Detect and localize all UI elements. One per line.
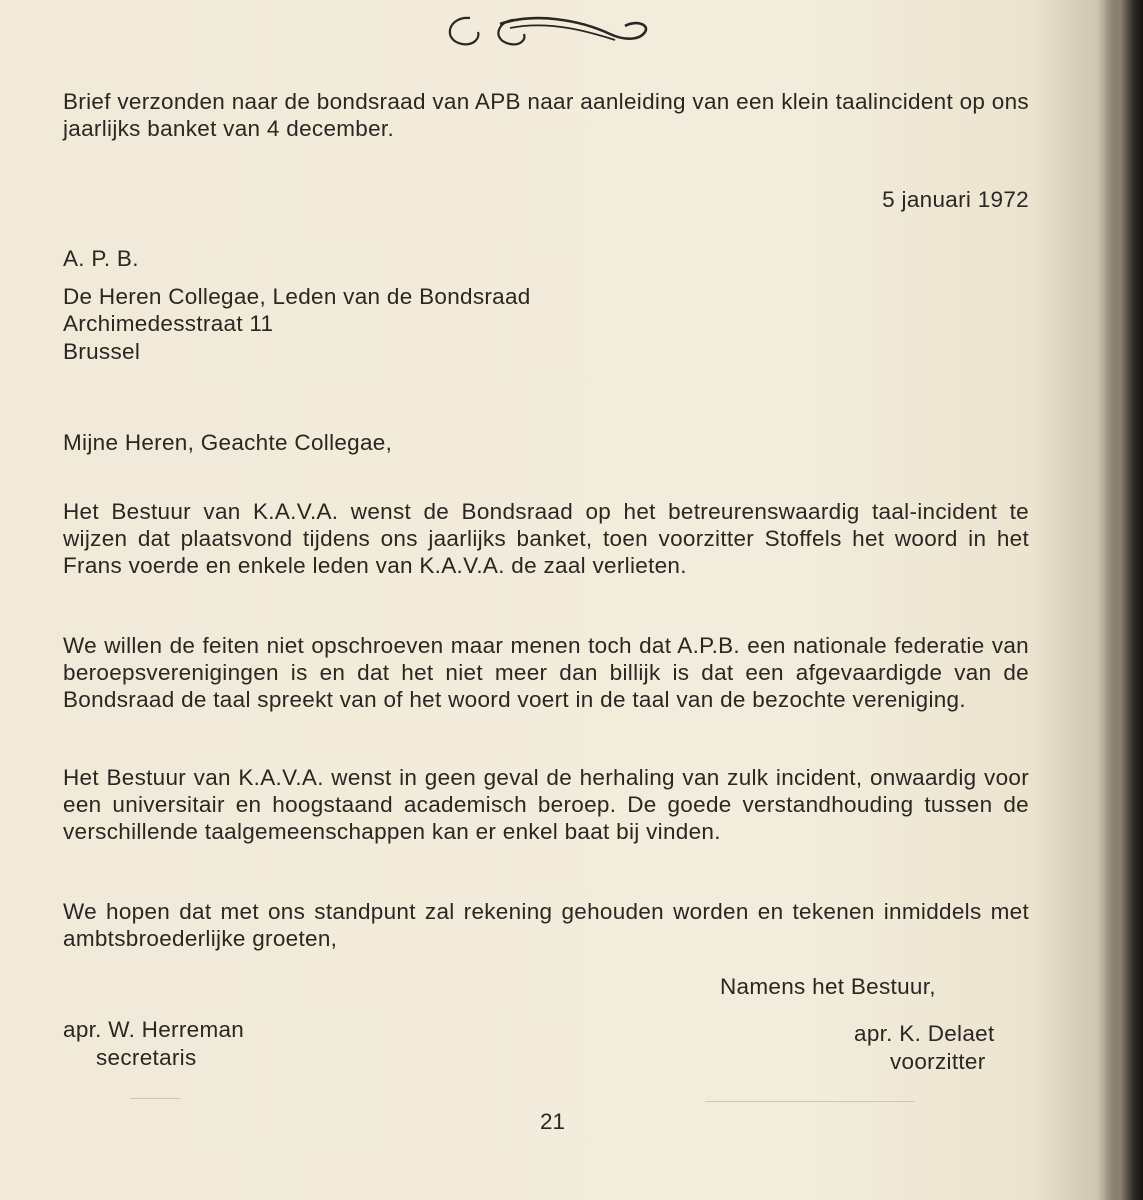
signatory-left-title: secretaris [96, 1045, 197, 1070]
address-city: Brussel [63, 339, 141, 364]
paragraph-1: Het Bestuur van K.A.V.A. wenst de Bondsraad op het betreurenswaardig taal-incident te wijzen dat plaatsvond tijdens ons jaarlijks banket, toen voorzitter Stoffels het woord in het Frans voerde en enkele leden van K.A.V.A. de zaal verlieten. [63, 499, 1029, 578]
address-recipient: De Heren Collegae, Leden van de Bondsraad [63, 284, 531, 309]
paper-speck [130, 1098, 180, 1099]
page-number: 21 [539, 1109, 566, 1134]
address-organization: A. P. B. [63, 246, 139, 271]
signatory-right-name: apr. K. Delaet [854, 1021, 995, 1046]
book-binding-shadow [1105, 0, 1143, 1200]
decorative-flourish-icon [440, 10, 655, 50]
salutation: Mijne Heren, Geachte Collegae, [63, 430, 393, 455]
intro-text: Brief verzonden naar de bondsraad van APB naar aanleiding van een klein taalincident op ons jaarlijks banket van 4 december. [63, 89, 1029, 141]
paragraph-4: We hopen dat met ons standpunt zal rekening gehouden worden en tekenen inmiddels met ambtsbroederlijke groeten, [63, 899, 1029, 951]
paragraph-3: Het Bestuur van K.A.V.A. wenst in geen geval de herhaling van zulk incident, onwaardig voor een universitair en hoogstaand academisch beroep. De goede verstandhouding tussen de verschillende taalgemeenschappen kan er enkel baat bij vinden. [63, 765, 1029, 844]
address-street: Archimedesstraat 11 [63, 311, 274, 336]
paragraph-2: We willen de feiten niet opschroeven maar menen toch dat A.P.B. een nationale federatie van beroepsverenigingen is en dat het niet meer dan billijk is dat een afgevaardigde van de Bondsraad de taal spreekt van of het woord voert in de taal van de bezochte vereniging. [63, 633, 1029, 712]
closing-phrase: Namens het Bestuur, [720, 974, 936, 999]
paper-speck [705, 1101, 915, 1102]
signatory-left-name: apr. W. Herreman [63, 1017, 245, 1042]
letter-date: 5 januari 1972 [882, 187, 1029, 212]
signatory-right-title: voorzitter [890, 1049, 986, 1074]
